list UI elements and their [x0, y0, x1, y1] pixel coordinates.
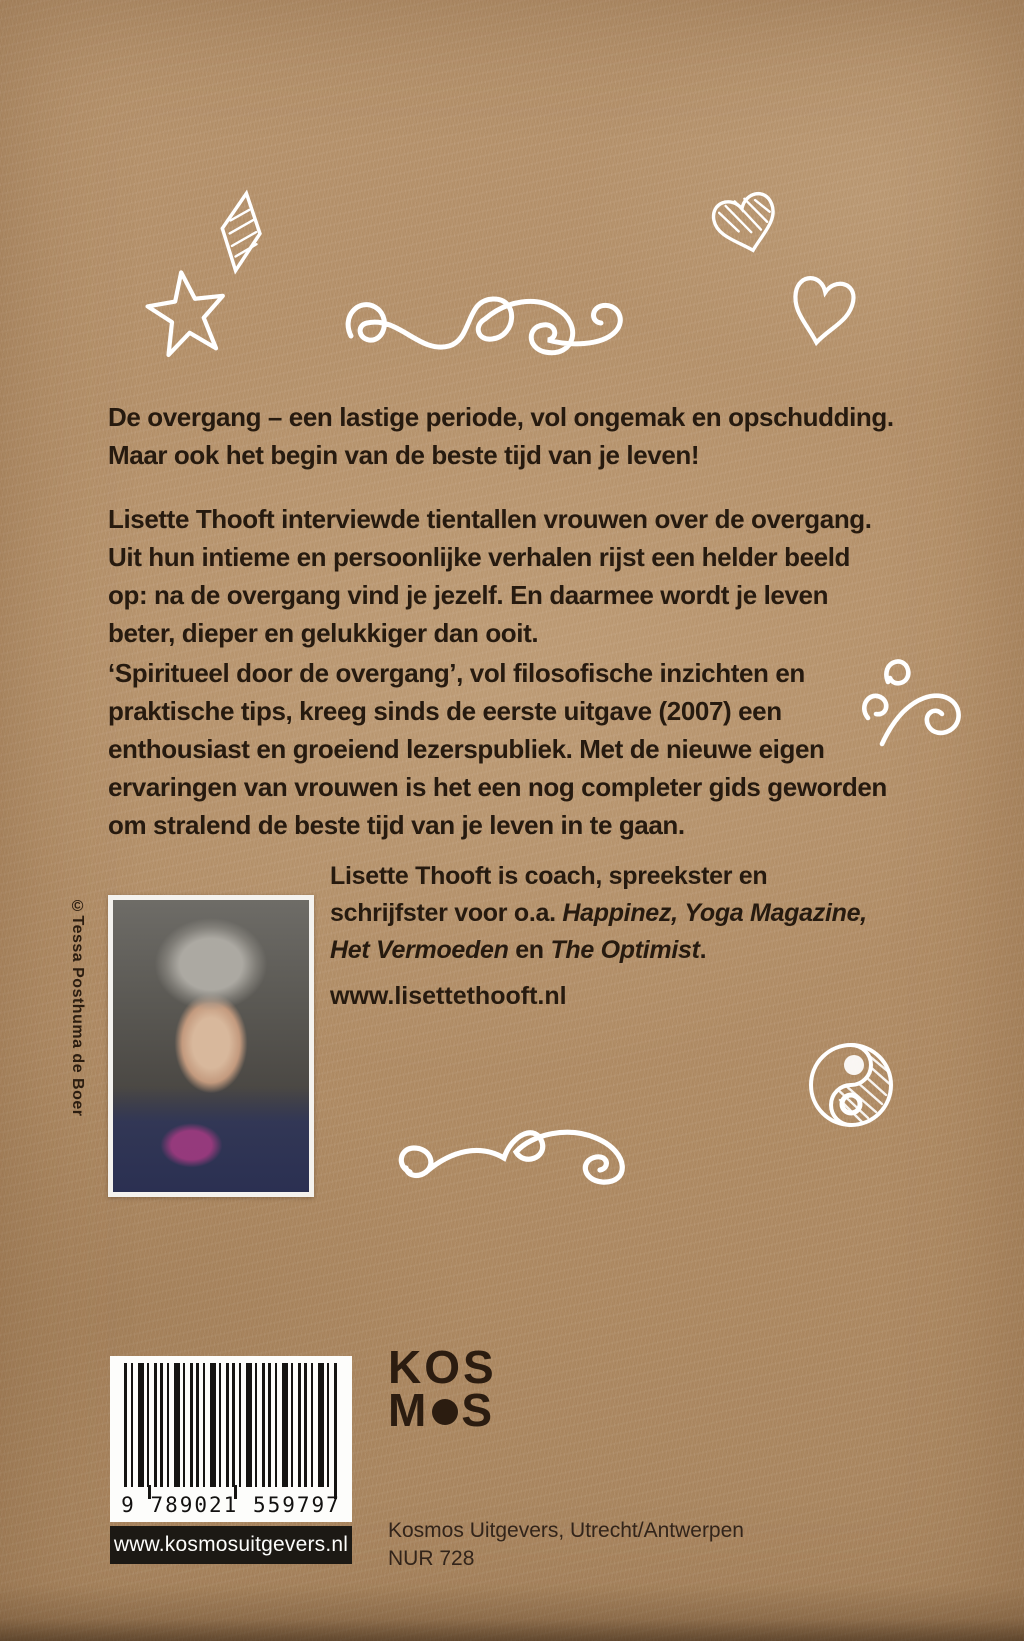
- bio-line: Lisette Thooft is coach, spreekster en: [330, 862, 768, 890]
- kosmos-logo: [388, 1341, 497, 1436]
- author-bio: [330, 858, 867, 969]
- isbn-number: 9 789021 559797: [121, 1493, 341, 1517]
- blurb-line: beter, dieper en gelukkiger dan ooit.: [108, 618, 539, 648]
- kosmos-logo-line1: KOS: [388, 1341, 497, 1393]
- yin-yang-doodle-icon: [806, 1040, 896, 1130]
- flourish-right-doodle-icon: [858, 648, 973, 748]
- kosmos-logo-line2: M S: [388, 1384, 496, 1436]
- blurb-line: ‘Spiritueel door de overgang’, vol filosofische inzichten en: [108, 658, 805, 688]
- blurb-paragraph-1: [108, 398, 894, 474]
- blurb-line: De overgang – een lastige periode, vol ongemak en opschudding.: [108, 402, 894, 432]
- blurb-line: Lisette Thooft interviewde tientallen vrouwen over de overgang.: [108, 504, 872, 534]
- outline-heart-doodle-icon: [779, 264, 864, 357]
- blurb-line: op: na de overgang vind je jezelf. En daarmee wordt je leven: [108, 580, 829, 610]
- imprint-line: Kosmos Uitgevers, Utrecht/Antwerpen: [388, 1519, 744, 1542]
- publisher-website: www.kosmosuitgevers.nl: [113, 1533, 349, 1556]
- barcode: [110, 1356, 352, 1522]
- bio-line: Het Vermoeden en The Optimist.: [330, 936, 707, 964]
- blurb-line: ervaringen van vrouwen is het een nog completer gids geworden: [108, 772, 887, 802]
- star-doodle-icon: [140, 261, 235, 367]
- bio-line: schrijfster voor o.a. Happinez, Yoga Magazine,: [330, 899, 867, 927]
- blurb-line: praktische tips, kreeg sinds de eerste uitgave (2007) een: [108, 696, 782, 726]
- imprint-line: NUR 728: [388, 1547, 475, 1570]
- scribbled-heart-doodle-icon: [700, 179, 794, 269]
- author-photo: [108, 895, 314, 1197]
- blurb-paragraph-3: [108, 654, 887, 844]
- barcode-bars: [124, 1363, 340, 1487]
- blurb-line: Uit hun intieme en persoonlijke verhalen rijst een helder beeld: [108, 542, 851, 572]
- blurb-line: om stralend de beste tijd van je leven in te gaan.: [108, 810, 685, 840]
- photo-credit: ©Tessa Posthuma de Boer: [69, 898, 86, 1117]
- imprint: [388, 1517, 744, 1573]
- publisher-website-bar: [110, 1526, 352, 1564]
- author-website: www.lisettethooft.nl: [330, 982, 567, 1010]
- kosmos-logo-dot-icon: [432, 1399, 458, 1425]
- swirl-divider-doodle-icon: [338, 282, 670, 377]
- blurb-line: Maar ook het begin van de beste tijd van je leven!: [108, 440, 700, 470]
- flourish-bottom-doodle-icon: [392, 1118, 667, 1193]
- blurb-line: enthousiast en groeiend lezerspubliek. Met de nieuwe eigen: [108, 734, 825, 764]
- blurb-paragraph-2: [108, 500, 872, 652]
